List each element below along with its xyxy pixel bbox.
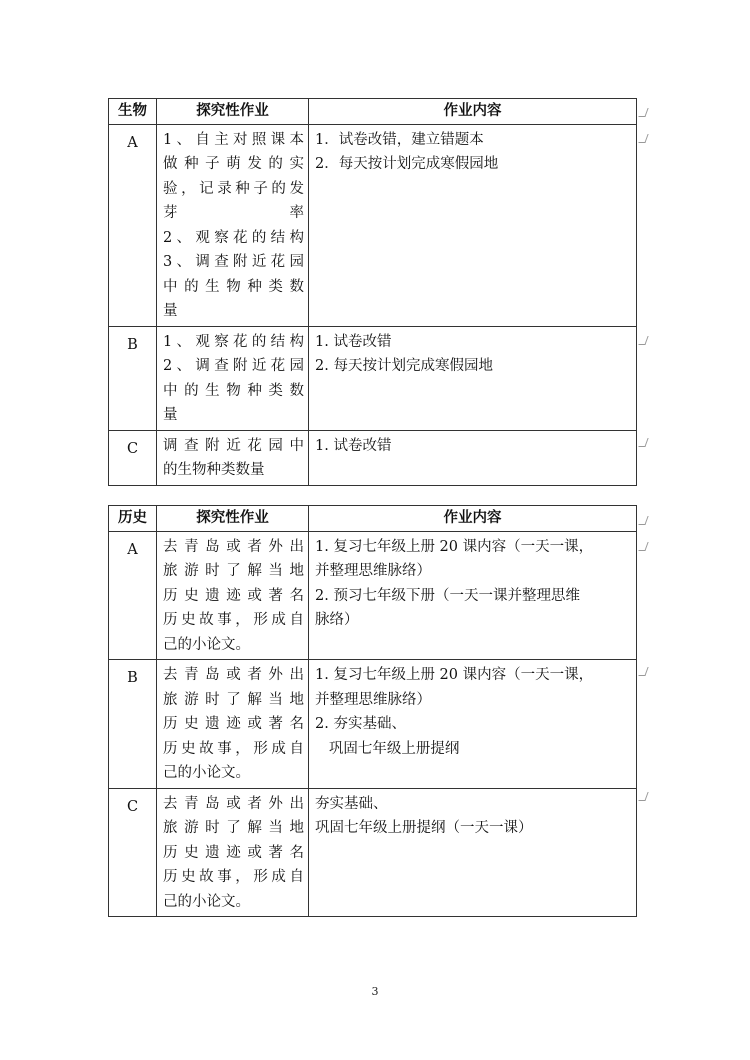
task-line: 1、自主对照课本: [163, 131, 304, 148]
level-cell: C: [109, 788, 157, 917]
task-line: 量: [163, 303, 178, 319]
task-line: 中的生物种类数: [163, 382, 304, 399]
history-table: [108, 505, 637, 917]
task-line: 历史遗迹或著名: [163, 587, 304, 604]
tasks-header: 探究性作业: [157, 506, 309, 532]
biology-table: [108, 98, 637, 486]
content-line: 并整理思维脉络）: [315, 691, 431, 708]
task-line: 2、调查附近花园: [163, 358, 304, 374]
table-row: [109, 788, 637, 917]
level-cell: B: [109, 326, 157, 430]
task-line: 旅游时了解当地: [163, 820, 304, 836]
content-line: 1. 试卷改错: [315, 333, 392, 350]
task-line: 芽率: [163, 205, 304, 221]
content-line: 并整理思维脉络）: [315, 563, 431, 579]
page-number: 3: [371, 985, 379, 998]
content-line: 2. 每天按计划完成寒假园地: [315, 358, 493, 374]
task-line: 3、调查附近花园: [163, 254, 304, 270]
row-end-mark: [638, 542, 648, 551]
table-row: [109, 124, 637, 326]
task-line: 2、观察花的结构: [163, 229, 304, 246]
content-line: 脉络）: [315, 612, 359, 628]
row-end-mark: [638, 438, 648, 447]
task-line: 去青岛或者外出: [163, 667, 304, 683]
row-end-mark: [638, 516, 648, 525]
row-end-mark: [638, 667, 648, 676]
level-cell: B: [109, 660, 157, 789]
content-line: 1. 复习七年级上册 20 课内容（一天一课，: [315, 538, 594, 555]
task-line: 己的小论文。: [163, 765, 250, 781]
content-line: 巩固七年级上册提纲（一天一课）: [315, 820, 533, 836]
task-line: 中的生物种类数: [163, 278, 304, 295]
task-line: 调查附近花园中: [163, 437, 304, 454]
tasks-cell: [157, 788, 309, 917]
content-cell: [309, 124, 637, 326]
content-line: 夯实基础、: [315, 795, 388, 812]
subject-header: 历史: [109, 506, 157, 532]
task-line: 量: [163, 407, 178, 423]
tasks-header: 探究性作业: [157, 99, 309, 125]
table-row: [109, 430, 637, 485]
task-line: 的生物种类数量: [163, 462, 265, 478]
task-line: 做种子萌发的实: [163, 156, 304, 172]
tasks-cell: [157, 430, 309, 485]
content-cell: [309, 788, 637, 917]
content-header: 作业内容: [309, 506, 637, 532]
task-line: 旅游时了解当地: [163, 691, 304, 708]
task-line: 旅游时了解当地: [163, 563, 304, 579]
tasks-cell: [157, 531, 309, 660]
tasks-cell: [157, 124, 309, 326]
task-line: 历史故事，形成自: [163, 740, 304, 757]
task-line: 去青岛或者外出: [163, 795, 304, 812]
content-cell: [309, 531, 637, 660]
task-line: 历史故事，形成自: [163, 869, 304, 885]
row-end-mark: [638, 792, 648, 801]
task-line: 历史故事，形成自: [163, 612, 304, 628]
content-line: 1．试卷改错，建立错题本: [315, 131, 484, 148]
level-cell: A: [109, 531, 157, 660]
table-row: [109, 326, 637, 430]
table-header-row: [109, 99, 637, 125]
content-cell: [309, 430, 637, 485]
content-line: 2. 预习七年级下册（一天一课并整理思维: [315, 587, 580, 604]
task-line: 历史遗迹或著名: [163, 716, 304, 732]
table-header-row: [109, 506, 637, 532]
content-line: 巩固七年级上册提纲: [315, 740, 460, 757]
level-cell: C: [109, 430, 157, 485]
task-line: 历史遗迹或著名: [163, 844, 304, 861]
content-cell: [309, 326, 637, 430]
task-line: 己的小论文。: [163, 636, 250, 653]
task-line: 去青岛或者外出: [163, 538, 304, 555]
content-line: 2．每天按计划完成寒假园地: [315, 156, 499, 172]
row-end-mark: [638, 134, 648, 143]
content-line: 2. 夯实基础、: [315, 716, 406, 732]
content-cell: [309, 660, 637, 789]
tasks-cell: [157, 326, 309, 430]
content-line: 1. 复习七年级上册 20 课内容（一天一课，: [315, 667, 594, 683]
table-row: [109, 660, 637, 789]
level-cell: A: [109, 124, 157, 326]
tasks-cell: [157, 660, 309, 789]
row-end-mark: [638, 336, 648, 345]
table-row: [109, 531, 637, 660]
content-header: 作业内容: [309, 99, 637, 125]
subject-header: 生物: [109, 99, 157, 125]
row-end-mark: [638, 108, 648, 117]
content-line: 1. 试卷改错: [315, 437, 392, 454]
task-line: 己的小论文。: [163, 893, 250, 910]
task-line: 1、观察花的结构: [163, 333, 304, 350]
task-line: 验，记录种子的发: [163, 180, 304, 197]
